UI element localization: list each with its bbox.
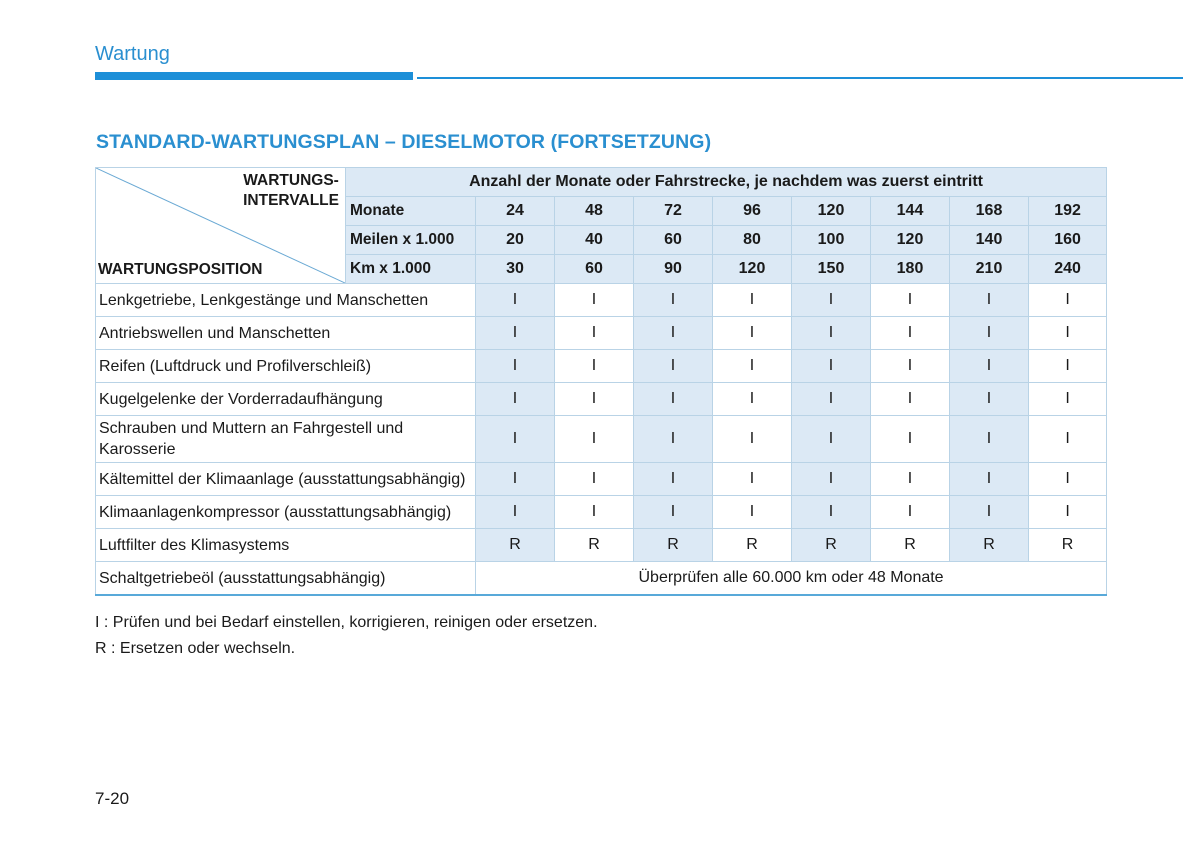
- interval-mark: I: [871, 416, 950, 463]
- section-header: Wartung: [95, 43, 170, 65]
- interval-value: 30: [476, 255, 555, 284]
- interval-mark: I: [792, 416, 871, 463]
- interval-row-label: Monate: [346, 197, 476, 226]
- table-row: [96, 562, 1107, 596]
- corner-cell: [96, 168, 346, 284]
- table-row: [96, 284, 1107, 317]
- maintenance-item: Antriebswellen und Manschetten: [96, 317, 476, 350]
- interval-mark: I: [634, 416, 713, 463]
- maintenance-item: Kältemittel der Klimaanlage (ausstattungsabhängig): [96, 463, 476, 496]
- maintenance-item: Lenkgetriebe, Lenkgestänge und Manschetten: [96, 284, 476, 317]
- interval-mark: I: [555, 496, 634, 529]
- maintenance-item: Luftfilter des Klimasystems: [96, 529, 476, 562]
- interval-mark: I: [1029, 416, 1107, 463]
- interval-mark: I: [476, 416, 555, 463]
- interval-value: 48: [555, 197, 634, 226]
- interval-mark: I: [1029, 284, 1107, 317]
- interval-mark: I: [792, 284, 871, 317]
- interval-mark: R: [792, 529, 871, 562]
- maintenance-item: Schrauben und Muttern an Fahrgestell und Karosserie: [96, 416, 476, 463]
- interval-value: 60: [555, 255, 634, 284]
- interval-mark: R: [713, 529, 792, 562]
- interval-value: 140: [950, 226, 1029, 255]
- interval-mark: I: [476, 463, 555, 496]
- interval-value: 24: [476, 197, 555, 226]
- maintenance-item: Klimaanlagenkompressor (ausstattungsabhängig): [96, 496, 476, 529]
- interval-mark: R: [871, 529, 950, 562]
- interval-mark: I: [713, 350, 792, 383]
- table-row: [96, 317, 1107, 350]
- interval-value: 144: [871, 197, 950, 226]
- corner-top-label: [243, 171, 339, 211]
- interval-mark: I: [555, 416, 634, 463]
- interval-mark: I: [871, 350, 950, 383]
- interval-row-label: Meilen x 1.000: [346, 226, 476, 255]
- interval-mark: R: [950, 529, 1029, 562]
- interval-mark: I: [792, 463, 871, 496]
- maintenance-item: Kugelgelenke der Vorderradaufhängung: [96, 383, 476, 416]
- interval-value: 120: [713, 255, 792, 284]
- interval-mark: I: [792, 350, 871, 383]
- interval-mark: I: [555, 350, 634, 383]
- table-row: [96, 350, 1107, 383]
- interval-mark: I: [634, 463, 713, 496]
- interval-mark: I: [1029, 463, 1107, 496]
- table-caption: Anzahl der Monate oder Fahrstrecke, je nachdem was zuerst eintritt: [346, 168, 1107, 197]
- interval-mark: I: [1029, 496, 1107, 529]
- interval-mark: I: [792, 496, 871, 529]
- interval-value: 96: [713, 197, 792, 226]
- interval-value: 120: [871, 226, 950, 255]
- interval-mark: I: [1029, 383, 1107, 416]
- table-row: [96, 416, 1107, 463]
- interval-mark: I: [871, 383, 950, 416]
- interval-mark: I: [871, 284, 950, 317]
- interval-mark: I: [476, 383, 555, 416]
- interval-row-label: Km x 1.000: [346, 255, 476, 284]
- interval-value: 20: [476, 226, 555, 255]
- header-rule-thick: [95, 72, 413, 80]
- interval-value: 60: [634, 226, 713, 255]
- interval-value: 150: [792, 255, 871, 284]
- header-rule-thin: [417, 77, 1183, 79]
- interval-mark: I: [792, 383, 871, 416]
- interval-value: 90: [634, 255, 713, 284]
- interval-note: Überprüfen alle 60.000 km oder 48 Monate: [476, 562, 1107, 596]
- interval-mark: I: [555, 463, 634, 496]
- interval-mark: I: [476, 496, 555, 529]
- legend-i: I : Prüfen und bei Bedarf einstellen, korrigieren, reinigen oder ersetzen.: [95, 614, 598, 631]
- corner-top-line: INTERVALLE: [243, 192, 339, 209]
- interval-mark: I: [792, 317, 871, 350]
- interval-mark: I: [476, 317, 555, 350]
- interval-mark: I: [713, 284, 792, 317]
- interval-value: 80: [713, 226, 792, 255]
- maintenance-table: [95, 167, 1107, 596]
- interval-mark: I: [555, 383, 634, 416]
- table-row: [96, 529, 1107, 562]
- corner-top-line: WARTUNGS-: [243, 172, 339, 189]
- interval-mark: I: [634, 383, 713, 416]
- page-title: STANDARD-WARTUNGSPLAN – DIESELMOTOR (FORTSETZUNG): [96, 131, 712, 153]
- interval-value: 40: [555, 226, 634, 255]
- interval-mark: I: [1029, 317, 1107, 350]
- interval-mark: I: [871, 496, 950, 529]
- interval-mark: R: [555, 529, 634, 562]
- interval-value: 160: [1029, 226, 1107, 255]
- interval-mark: I: [950, 350, 1029, 383]
- interval-value: 72: [634, 197, 713, 226]
- interval-value: 120: [792, 197, 871, 226]
- interval-mark: R: [476, 529, 555, 562]
- interval-mark: I: [634, 317, 713, 350]
- maintenance-item: Schaltgetriebeöl (ausstattungsabhängig): [96, 562, 476, 596]
- maintenance-item: Reifen (Luftdruck und Profilverschleiß): [96, 350, 476, 383]
- corner-bottom-label: WARTUNGSPOSITION: [98, 261, 263, 278]
- table-row: [96, 463, 1107, 496]
- interval-mark: I: [634, 350, 713, 383]
- interval-mark: R: [1029, 529, 1107, 562]
- interval-mark: I: [476, 284, 555, 317]
- interval-mark: I: [950, 416, 1029, 463]
- legend-r: R : Ersetzen oder wechseln.: [95, 640, 296, 657]
- interval-value: 240: [1029, 255, 1107, 284]
- interval-mark: I: [555, 317, 634, 350]
- interval-mark: I: [871, 463, 950, 496]
- interval-mark: I: [713, 383, 792, 416]
- interval-value: 192: [1029, 197, 1107, 226]
- interval-mark: I: [634, 496, 713, 529]
- interval-mark: I: [713, 463, 792, 496]
- table-row: [96, 496, 1107, 529]
- table-row: [96, 383, 1107, 416]
- interval-mark: I: [634, 284, 713, 317]
- interval-value: 210: [950, 255, 1029, 284]
- page-number: 7-20: [95, 789, 130, 808]
- interval-mark: I: [713, 416, 792, 463]
- interval-mark: I: [713, 317, 792, 350]
- interval-value: 168: [950, 197, 1029, 226]
- table-header-row: [96, 168, 1107, 197]
- interval-mark: I: [950, 383, 1029, 416]
- interval-mark: I: [1029, 350, 1107, 383]
- interval-mark: I: [950, 463, 1029, 496]
- interval-value: 180: [871, 255, 950, 284]
- interval-mark: I: [713, 496, 792, 529]
- interval-mark: R: [634, 529, 713, 562]
- interval-mark: I: [476, 350, 555, 383]
- interval-mark: I: [950, 496, 1029, 529]
- interval-mark: I: [555, 284, 634, 317]
- interval-mark: I: [950, 284, 1029, 317]
- interval-mark: I: [871, 317, 950, 350]
- interval-mark: I: [950, 317, 1029, 350]
- interval-value: 100: [792, 226, 871, 255]
